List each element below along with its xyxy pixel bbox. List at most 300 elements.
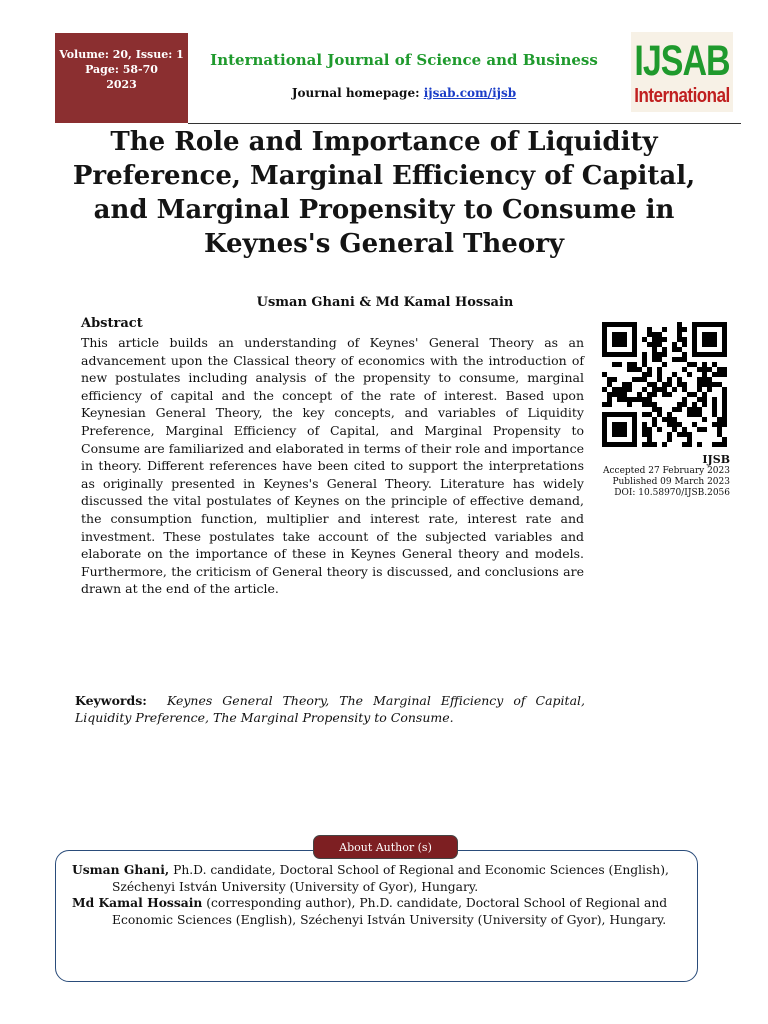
qr-module [697,412,702,417]
qr-module [627,442,632,447]
qr-module [707,342,712,347]
qr-module [627,387,632,392]
qr-module [697,322,702,327]
qr-module [637,397,642,402]
qr-module [627,362,632,367]
qr-module [702,342,707,347]
qr-module [632,332,637,337]
qr-module [602,342,607,347]
qr-module [702,392,707,397]
qr-module [602,332,607,337]
qr-module [602,427,607,432]
qr-module [707,332,712,337]
qr-module [672,407,677,412]
qr-module [697,442,702,447]
qr-module [677,322,682,327]
qr-module [622,442,627,447]
qr-module [642,422,647,427]
qr-module [622,382,627,387]
qr-module [712,407,717,412]
qr-module [622,337,627,342]
qr-module [602,387,607,392]
doi: DOI: 10.58970/IJSB.2056 [614,488,730,498]
qr-module [682,387,687,392]
qr-module [622,427,627,432]
qr-module [687,412,692,417]
qr-module [612,432,617,437]
qr-module [722,337,727,342]
qr-module [687,437,692,442]
author2-affiliation: Economic Sciences (English), Széchenyi István University (University of Gyor), Hungary. [112,913,667,927]
qr-module [612,337,617,342]
qr-module [702,352,707,357]
qr-module [602,322,607,327]
qr-module [602,337,607,342]
qr-module [632,377,637,382]
qr-module [642,362,647,367]
qr-module [657,337,662,342]
qr-module [677,347,682,352]
qr-module [677,432,682,437]
qr-module [647,402,652,407]
qr-module [687,432,692,437]
qr-module [717,432,722,437]
qr-module [702,372,707,377]
qr-module [717,382,722,387]
qr-module [687,407,692,412]
qr-module [602,372,607,377]
qr-module [657,342,662,347]
accepted-date: Accepted 27 February 2023 [602,466,730,476]
qr-module [617,352,622,357]
qr-module [607,402,612,407]
qr-module [657,427,662,432]
qr-module [652,357,657,362]
qr-module [702,427,707,432]
qr-module [602,347,607,352]
qr-module [692,407,697,412]
qr-module [602,412,607,417]
article-authors: Usman Ghani & Md Kamal Hossain [256,295,514,310]
qr-module [642,427,647,432]
qr-module [687,442,692,447]
qr-module [677,357,682,362]
qr-module [652,352,657,357]
qr-module [642,412,647,417]
qr-module [647,442,652,447]
qr-module [657,332,662,337]
author2-desc: (corresponding author), Ph.D. candidate, Doctoral School of Regional and [202,896,668,910]
author1-desc: Ph.D. candidate, Doctoral School of Regional and Economic Sciences (English), [169,863,669,877]
keywords-label: Keywords: [75,693,147,708]
qr-module [652,402,657,407]
qr-module [622,412,627,417]
qr-module [677,402,682,407]
qr-module [697,377,702,382]
abstract-heading: Abstract [81,316,143,331]
qr-module [607,397,612,402]
qr-module [632,397,637,402]
qr-module [627,412,632,417]
qr-module [632,327,637,332]
qr-module [647,332,652,337]
qr-module [677,327,682,332]
qr-module [722,437,727,442]
keywords-block [75,692,585,726]
qr-module [667,377,672,382]
qr-module [702,417,707,422]
qr-module [617,392,622,397]
qr-module [617,422,622,427]
qr-module [647,372,652,377]
qr-module [617,412,622,417]
qr-module [622,322,627,327]
qr-module [612,332,617,337]
qr-module [677,422,682,427]
qr-module [647,437,652,442]
qr-module [697,352,702,357]
qr-module [702,402,707,407]
abstract-text: This article builds an understanding of Keynes' General Theory as an advancement upon the Classical theory of economics with the introduction of new postulates including analysis of the propensity to consume, marginal efficiency of capital and the concept of the rate of interest. Based upon Keynesian General Theory, the key concepts, and variables of Liquidity Preference, Marginal Efficiency of Capital, and Marginal Propensity to Consume are familiarized and elaborated in terms of their role and importance in theory. Different references have been cited to support the interpretations as originally presented in Keynes's General Theory. Literature has widely discussed the vital postulates of Keynes on the principle of effective demand, the consumption function, multiplier and interest rate, interest rate and investment. These postulates take account of the subjected variables and elaborate on the importance of these in Keynes General theory and models. Furthermore, the criticism of General theory is discussed, and conclusions are drawn at the end of the article. [81,335,584,597]
author-entry-2 [72,894,682,929]
qr-module [612,387,617,392]
qr-module [607,442,612,447]
qr-module [652,337,657,342]
qr-module [707,322,712,327]
qr-module [652,422,657,427]
qr-module [652,417,657,422]
qr-module [602,422,607,427]
qr-module [622,352,627,357]
qr-module [632,432,637,437]
qr-module [632,362,637,367]
qr-module [612,377,617,382]
qr-module [697,367,702,372]
qr-module [697,387,702,392]
publication-meta [560,453,730,499]
qr-module [712,337,717,342]
qr-module [722,412,727,417]
qr-module [642,442,647,447]
qr-module [722,407,727,412]
qr-module [722,367,727,372]
qr-module [617,322,622,327]
qr-module [602,327,607,332]
qr-module [712,382,717,387]
qr-module [667,412,672,417]
qr-module [632,437,637,442]
qr-module [712,372,717,377]
qr-module [702,332,707,337]
qr-module [702,337,707,342]
qr-module [662,392,667,397]
qr-module [702,322,707,327]
qr-module [662,327,667,332]
qr-module [662,382,667,387]
qr-module [682,342,687,347]
qr-module [612,342,617,347]
qr-module [677,337,682,342]
qr-module [667,432,672,437]
qr-module [642,377,647,382]
qr-module [627,397,632,402]
qr-module [632,417,637,422]
qr-module [647,327,652,332]
qr-module [617,427,622,432]
qr-module [717,422,722,427]
qr-module [672,427,677,432]
qr-module [707,382,712,387]
qr-module [722,372,727,377]
about-authors-tab: About Author (s) [313,835,458,859]
qr-module [657,367,662,372]
qr-module [627,322,632,327]
qr-module [627,402,632,407]
qr-module [672,357,677,362]
qr-module [687,362,692,367]
qr-module [642,432,647,437]
qr-module [632,337,637,342]
qr-module [632,322,637,327]
qr-module [662,417,667,422]
qr-module [712,442,717,447]
article-title: The Role and Importance of Liquidity Preference, Marginal Efficiency of Capital, and Marginal Propensity to Consume in Keynes's General Theory [72,127,696,259]
qr-module [647,392,652,397]
qr-module [687,392,692,397]
qr-module [627,382,632,387]
qr-module [657,387,662,392]
qr-module [612,422,617,427]
qr-module [697,397,702,402]
qr-module [682,402,687,407]
qr-module [622,422,627,427]
qr-module [627,367,632,372]
qr-code [602,319,727,450]
qr-module [692,322,697,327]
qr-module [692,362,697,367]
qr-module [627,352,632,357]
qr-module [702,397,707,402]
qr-module [632,342,637,347]
qr-module [637,392,642,397]
qr-module [712,322,717,327]
qr-module [642,402,647,407]
qr-module [707,387,712,392]
qr-module [722,342,727,347]
qr-module [642,357,647,362]
qr-module [682,352,687,357]
qr-module [617,387,622,392]
qr-module [667,417,672,422]
qr-module [682,397,687,402]
qr-module [692,332,697,337]
qr-module [722,352,727,357]
qr-module [692,412,697,417]
qr-module [712,342,717,347]
qr-module [657,372,662,377]
qr-module [652,342,657,347]
qr-module [702,367,707,372]
keywords-text: Keynes General Theory, The Marginal Efficiency of Capital, Liquidity Preference, The Marginal Propensity to Consume. [75,693,586,725]
qr-module [662,337,667,342]
qr-module [722,442,727,447]
qr-module [682,382,687,387]
qr-module [642,352,647,357]
qr-module [647,367,652,372]
qr-module [657,412,662,417]
qr-module [722,392,727,397]
qr-module [622,432,627,437]
qr-module [632,412,637,417]
qr-module [617,362,622,367]
qr-module [717,372,722,377]
qr-module [607,352,612,357]
qr-module [677,407,682,412]
qr-module [667,422,672,427]
volume-issue: Volume: 20, Issue: 1 [59,48,184,61]
qr-module [712,362,717,367]
qr-module [697,427,702,432]
journal-homepage [190,86,618,100]
qr-module [722,422,727,427]
author-entry-1 [72,861,682,896]
qr-module [612,412,617,417]
qr-module [682,367,687,372]
qr-module [607,377,612,382]
qr-module [692,422,697,427]
author1-affiliation: Széchenyi István University (University of Gyor), Hungary. [112,880,479,894]
qr-module [677,377,682,382]
qr-module [662,387,667,392]
qr-module [682,327,687,332]
homepage-link[interactable]: ijsab.com/ijsb [423,86,517,100]
qr-module [607,322,612,327]
qr-module [622,342,627,347]
qr-module [707,367,712,372]
qr-module [657,377,662,382]
qr-module [682,442,687,447]
qr-module [687,372,692,377]
qr-module [617,397,622,402]
qr-module [607,392,612,397]
qr-module [692,337,697,342]
qr-module [612,352,617,357]
qr-module [672,417,677,422]
qr-module [607,412,612,417]
qr-module [612,322,617,327]
qr-module [652,347,657,352]
qr-module [647,432,652,437]
qr-module [622,397,627,402]
qr-module [642,397,647,402]
logo-main-text: IJSAB [634,37,730,85]
qr-module [722,397,727,402]
qr-module [672,387,677,392]
qr-module [692,342,697,347]
qr-module [692,352,697,357]
qr-module [662,352,667,357]
qr-module [617,337,622,342]
qr-module [652,332,657,337]
qr-module [712,422,717,427]
qr-module [632,352,637,357]
qr-module [712,412,717,417]
qr-module [652,392,657,397]
qr-module [717,442,722,447]
qr-module [722,332,727,337]
qr-module [657,407,662,412]
qr-module [652,387,657,392]
qr-module [667,437,672,442]
qr-module [722,327,727,332]
qr-module [662,362,667,367]
page-range: Page: 58-70 [85,63,158,76]
qr-module [682,357,687,362]
qr-module [652,407,657,412]
qr-module [622,332,627,337]
qr-module [652,382,657,387]
qr-module [692,327,697,332]
qr-module [722,347,727,352]
qr-module [662,347,667,352]
author1-name: Usman Ghani, [72,862,170,877]
journal-title: International Journal of Science and Business [210,51,598,69]
qr-module [697,407,702,412]
qr-module [602,437,607,442]
qr-module [672,372,677,377]
qr-module [602,432,607,437]
qr-label: IJSB [702,453,730,466]
qr-module [642,372,647,377]
qr-module [642,337,647,342]
qr-module [647,427,652,432]
qr-module [642,387,647,392]
qr-module [617,332,622,337]
qr-module [602,402,607,407]
header-divider [188,123,741,124]
qr-module [657,352,662,357]
qr-module [612,442,617,447]
qr-module [667,382,672,387]
qr-module [702,362,707,367]
qr-module [662,442,667,447]
qr-module [722,322,727,327]
qr-module [692,402,697,407]
qr-module [692,347,697,352]
qr-module [647,397,652,402]
qr-module [672,347,677,352]
qr-module [607,382,612,387]
qr-module [717,352,722,357]
qr-module [612,427,617,432]
qr-module [717,427,722,432]
qr-module [722,387,727,392]
qr-module [632,367,637,372]
qr-module [707,337,712,342]
qr-module [672,422,677,427]
qr-module [717,322,722,327]
qr-module [702,382,707,387]
qr-module [722,417,727,422]
homepage-label: Journal homepage: [291,86,420,100]
qr-module [602,352,607,357]
qr-module [617,342,622,347]
logo-sub-text: International [634,84,730,107]
qr-module [682,427,687,432]
qr-module [707,377,712,382]
qr-module [652,442,657,447]
qr-module [617,432,622,437]
